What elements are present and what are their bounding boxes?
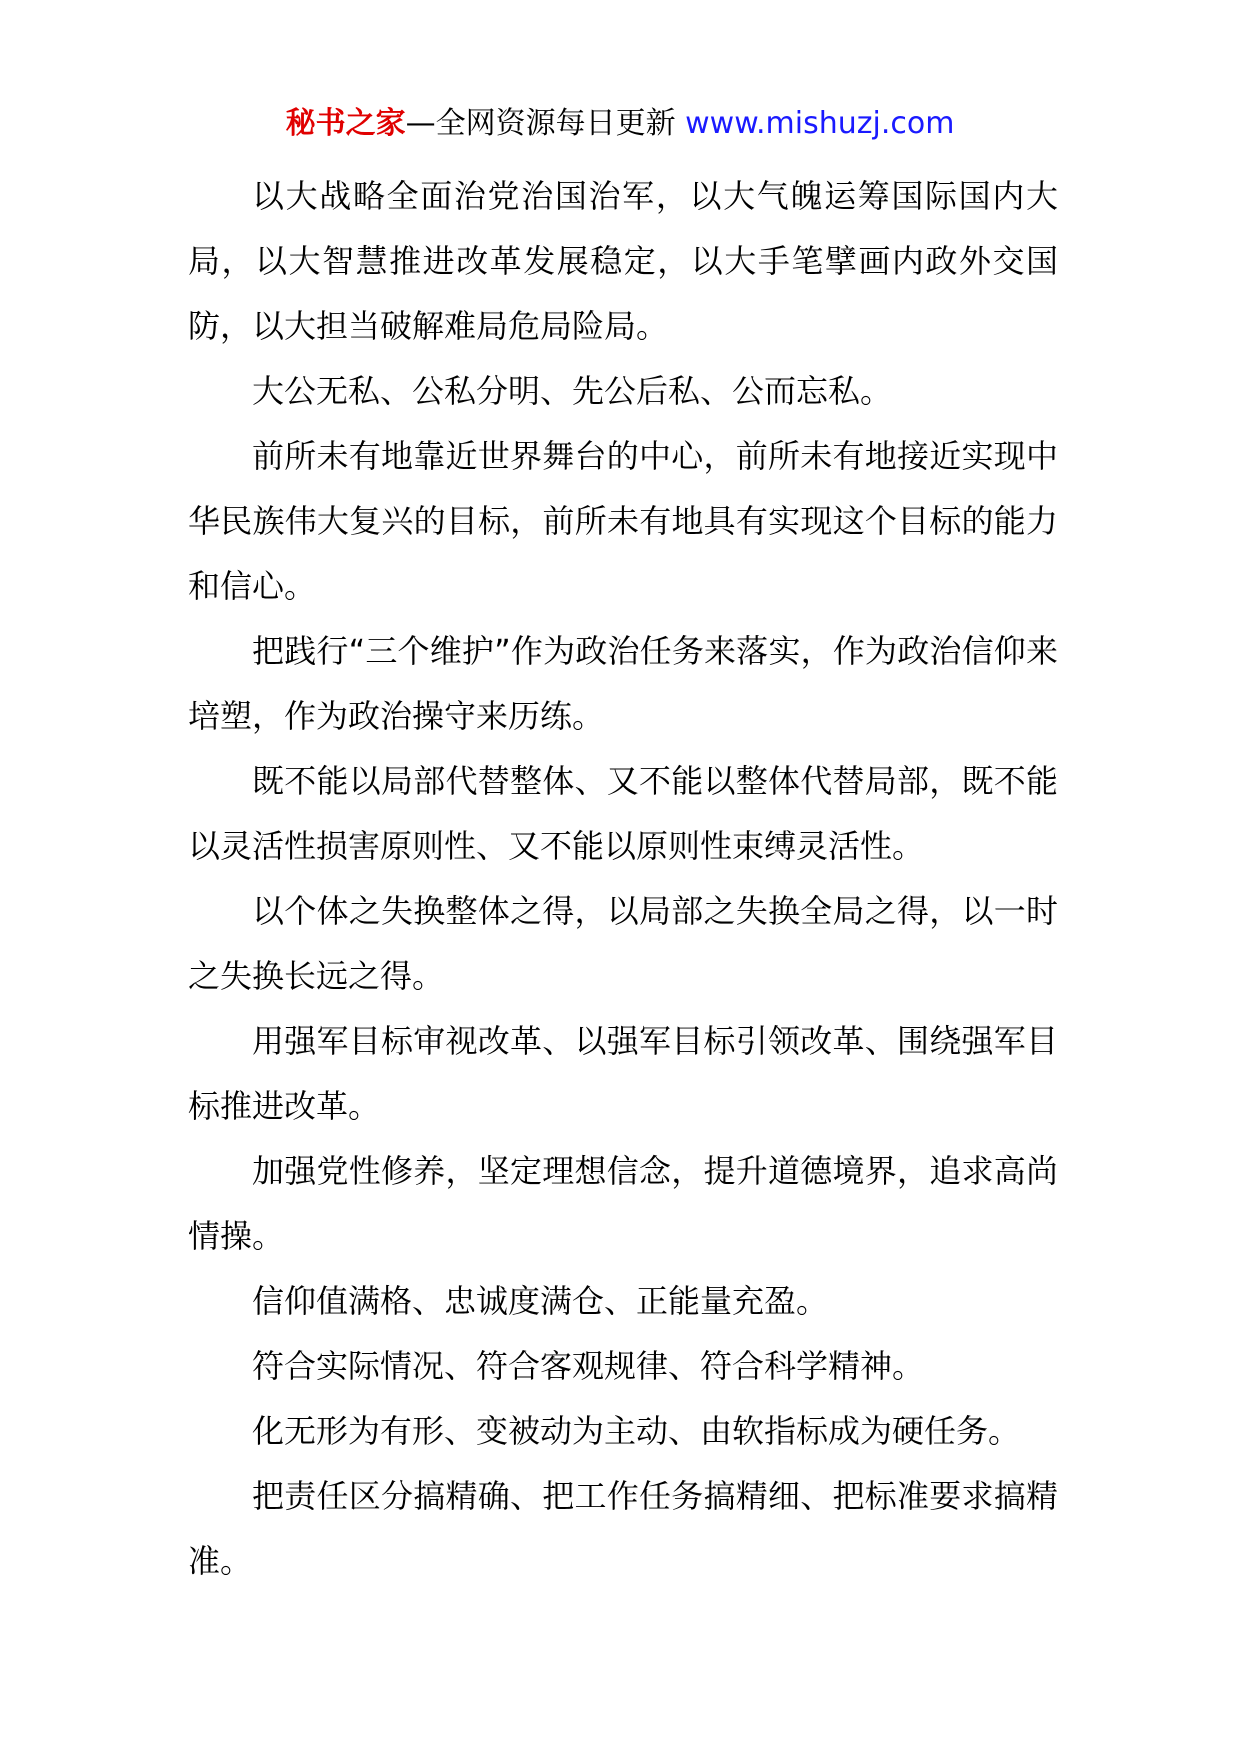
paragraph: 加强党性修养，坚定理想信念，提升道德境界，追求高尚情操。 <box>188 1152 1058 1255</box>
header-url-link[interactable]: www.mishuzj.com <box>685 106 955 141</box>
paragraph: 以大战略全面治党治国治军，以大气魄运筹国际国内大局，以大智慧推进改革发展稳定，以大手笔擘画内政外交国防，以大担当破解难局危局险局。 <box>188 177 1058 345</box>
paragraph: 大公无私、公私分明、先公后私、公而忘私。 <box>252 372 893 410</box>
paragraph: 以个体之失换整体之得，以局部之失换全局之得，以一时之失换长远之得。 <box>188 892 1058 995</box>
header-tagline: —全网资源每日更新 <box>405 106 686 141</box>
paragraph: 把践行“三个维护”作为政治任务来落实，作为政治信仰来培塑，作为政治操守来历练。 <box>188 632 1058 735</box>
paragraph: 符合实际情况、符合客观规律、符合科学精神。 <box>252 1347 925 1385</box>
paragraph: 既不能以局部代替整体、又不能以整体代替局部，既不能以灵活性损害原则性、又不能以原则性束缚灵活性。 <box>188 762 1058 865</box>
brand-name: 秘书之家 <box>285 106 406 141</box>
paragraph: 化无形为有形、变被动为主动、由软指标成为硬任务。 <box>252 1412 1021 1450</box>
paragraph: 把责任区分搞精确、把工作任务搞精细、把标准要求搞精准。 <box>188 1477 1058 1580</box>
document-body <box>188 164 1058 1594</box>
page-header <box>0 104 1240 144</box>
paragraph: 前所未有地靠近世界舞台的中心，前所未有地接近实现中华民族伟大复兴的目标，前所未有地具有实现这个目标的能力和信心。 <box>188 437 1058 605</box>
paragraph: 用强军目标审视改革、以强军目标引领改革、围绕强军目标推进改革。 <box>188 1022 1058 1125</box>
paragraph: 信仰值满格、忠诚度满仓、正能量充盈。 <box>252 1282 829 1320</box>
